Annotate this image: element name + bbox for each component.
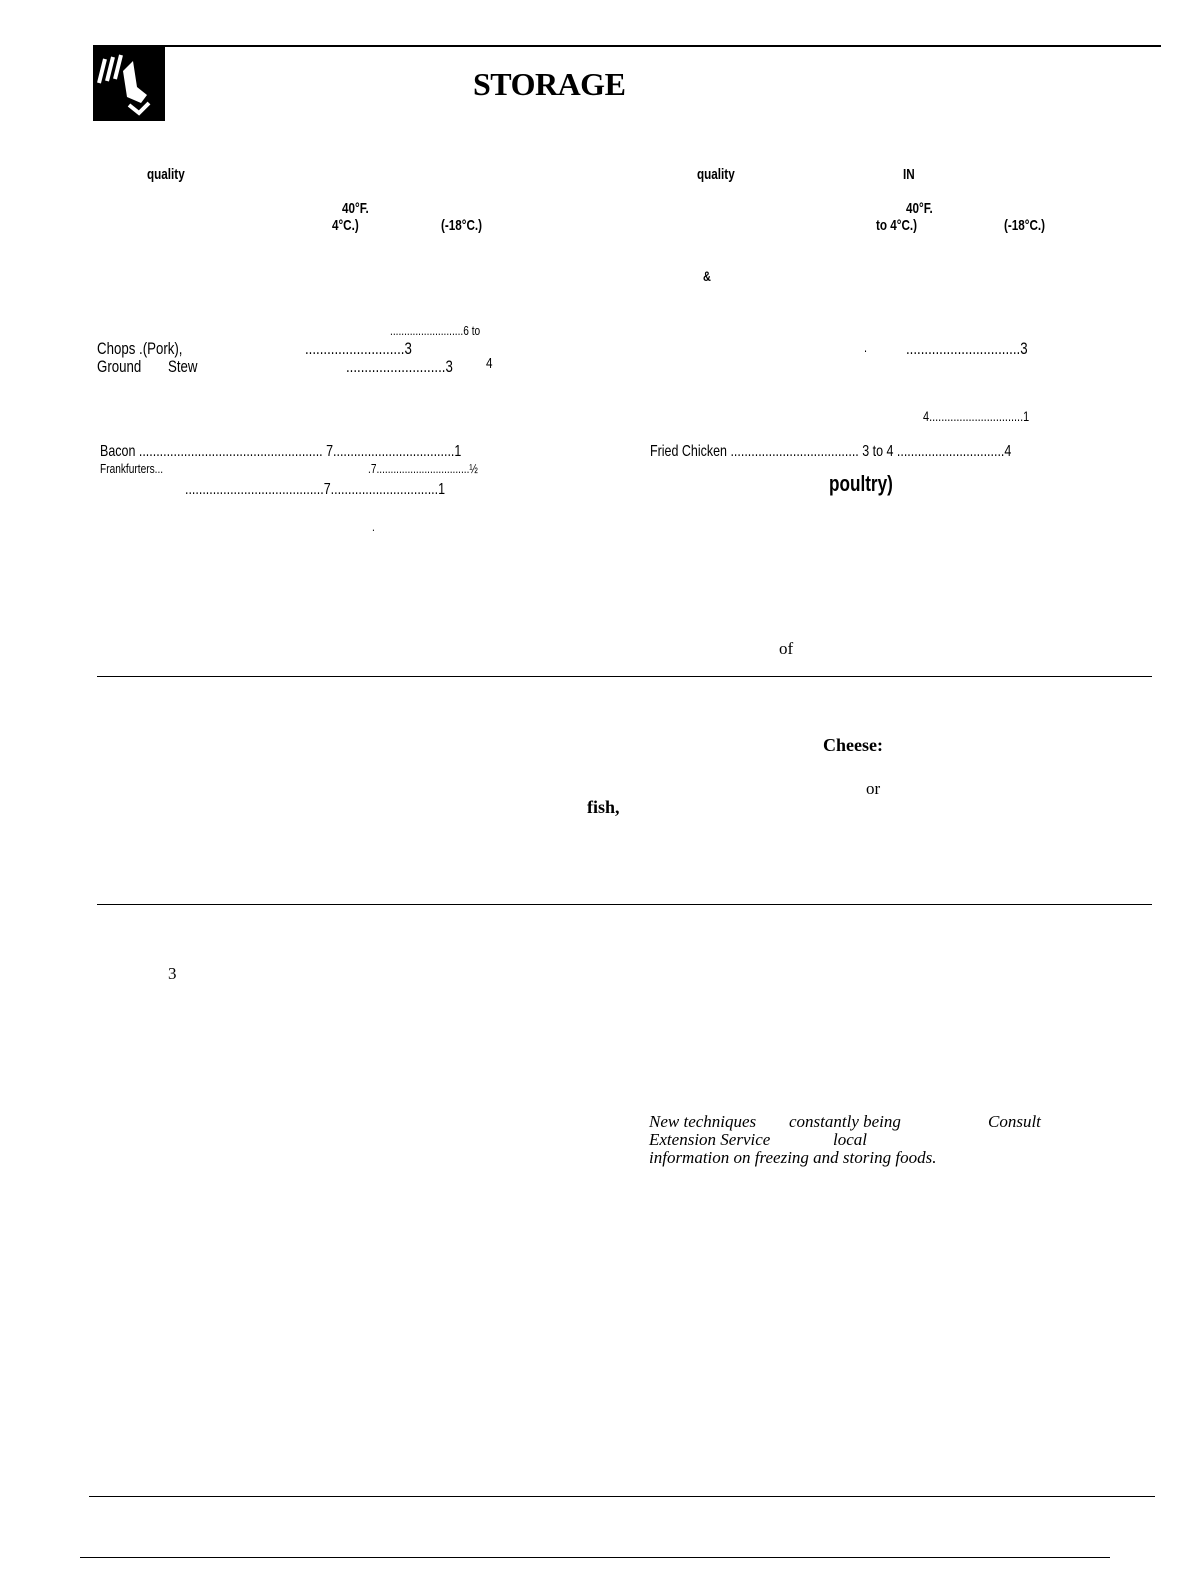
page-title: STORAGE — [473, 66, 626, 102]
right-row-a-mark: . — [864, 339, 868, 355]
note-line3: information on freezing and storing foods. — [649, 1148, 937, 1167]
right-temp-f: 40°F. — [906, 200, 933, 217]
note-line1-c: Consult — [988, 1112, 1041, 1131]
right-quality-label: quality — [697, 166, 735, 183]
right-temp-c: to 4°C.) — [876, 217, 918, 234]
right-row-fried-chicken: Fried Chicken ..................................... 3 to 4 ...............................4 — [650, 443, 1012, 460]
right-row-b-value: 4...............................1 — [923, 408, 1030, 424]
left-row-frankfurters-value: .7.................................½ — [368, 461, 478, 476]
left-row-ground-tail: 4 — [486, 355, 493, 372]
left-row-chops-value: ...........................3 — [305, 339, 412, 358]
header-rule — [93, 45, 1161, 47]
left-temp-f: 40°F. — [342, 200, 369, 217]
right-row-a-value: ...............................3 — [906, 339, 1028, 358]
left-row-roast-value: ..........................6 to — [390, 323, 481, 338]
footer-rule-1 — [89, 1496, 1155, 1497]
left-row-blank-value: ........................................7...............................1 — [185, 481, 446, 498]
left-row-stew-label: Stew — [168, 357, 198, 376]
note-line2-a: Extension Service — [649, 1130, 771, 1149]
left-quality-label: quality — [147, 166, 185, 183]
left-row-ground-label: Ground — [97, 357, 142, 376]
section-divider-1 — [97, 676, 1152, 677]
bottom-number: 3 — [168, 964, 177, 983]
right-of-word: of — [779, 639, 794, 658]
or-word: or — [866, 779, 881, 798]
left-temp-c: 4°C.) — [332, 217, 359, 234]
note-line2-b: local — [833, 1130, 867, 1149]
left-row-ground-value: ...........................3 — [346, 357, 453, 376]
right-freezer-temp: (-18°C.) — [1004, 217, 1046, 234]
hand-pointer-icon — [93, 47, 165, 121]
footer-rule-2 — [80, 1557, 1110, 1558]
note-line1-b: constantly being — [789, 1112, 901, 1131]
cheese-heading: Cheese: — [823, 735, 883, 755]
right-ampersand: & — [703, 268, 711, 284]
left-freezer-temp: (-18°C.) — [441, 217, 483, 234]
right-in-label: IN — [903, 166, 915, 183]
note-line1-a: New techniques — [649, 1112, 757, 1131]
left-row-frankfurters-label: Frankfurters... — [100, 461, 164, 476]
left-row-bacon: Bacon ..................................................... 7...................................1 — [100, 443, 462, 460]
right-poultry-heading: poultry) — [829, 471, 893, 496]
section-divider-2 — [97, 904, 1152, 905]
left-stray-mark: . — [372, 519, 375, 534]
fish-word: fish, — [587, 797, 620, 817]
left-row-chops-label: Chops .(Pork), — [97, 339, 183, 358]
